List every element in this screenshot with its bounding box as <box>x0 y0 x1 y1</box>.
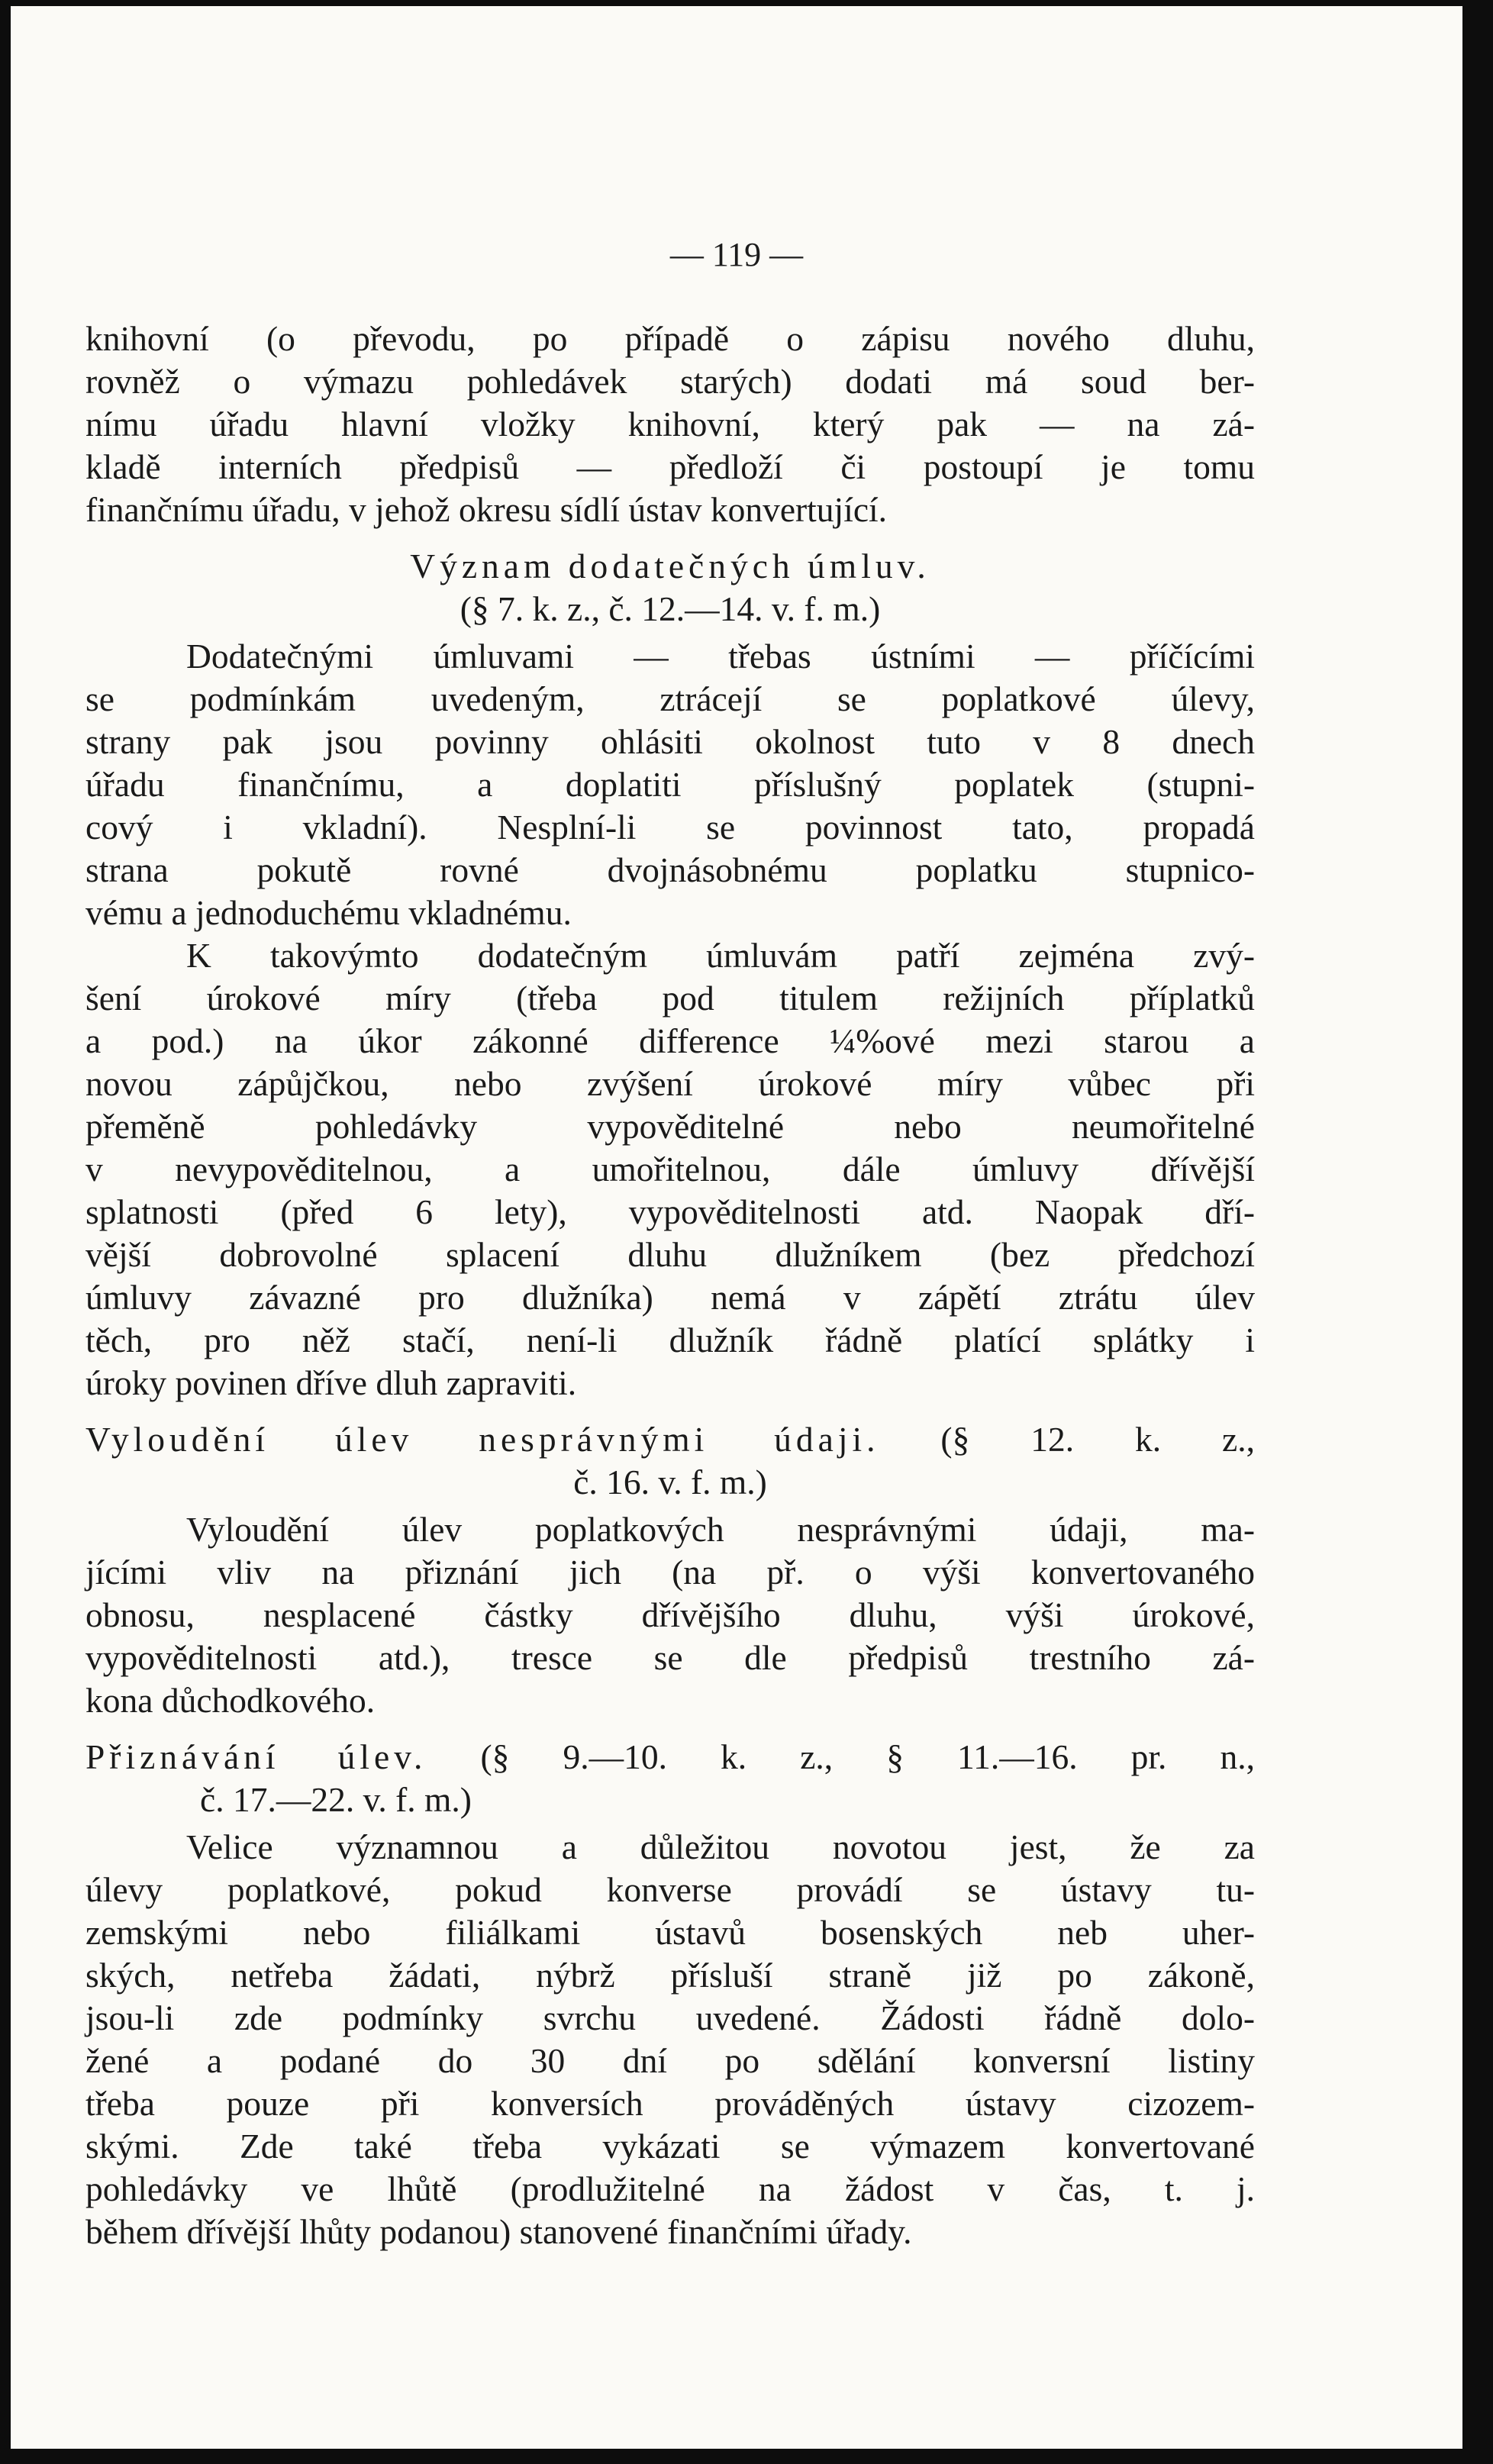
text-line: Vyloudění úlev poplatkových nesprávnými údaji, ma- <box>186 1510 1255 1549</box>
section-heading-reference-cont: č. 16. v. f. m.) <box>573 1463 767 1501</box>
section-heading-vyloudeni <box>85 1418 1255 1504</box>
text-line: vější dobrovolné splacení dluhu dlužníkem (bez předchozí <box>85 1235 1255 1274</box>
text-line: šení úrokové míry (třeba pod titulem režijních příplatků <box>85 979 1255 1018</box>
paragraph-priznavani <box>85 1826 1255 2253</box>
text-line: přeměně pohledávky vypověditelné nebo neumořitelné <box>85 1107 1255 1146</box>
section-heading-title: Význam dodatečných úmluv. <box>410 547 930 585</box>
text-line: těch, pro něž stačí, není-li dlužník řádně platící splátky i <box>85 1321 1255 1359</box>
text-line: kona důchodkového. <box>85 1681 376 1720</box>
text-line: jícími vliv na přiznání jich (na př. o výši konvertovaného <box>85 1553 1255 1592</box>
text-line: rovněž o výmazu pohledávek starých) dodati má soud ber- <box>85 362 1255 401</box>
text-line: se podmínkám uvedeným, ztrácejí se poplatkové úlevy, <box>85 679 1255 718</box>
text-line: žené a podané do 30 dní po sdělání konversní listiny <box>85 2041 1255 2080</box>
page-number: — 119 — <box>669 236 804 273</box>
text-line: ských, netřeba žádati, nýbrž přísluší straně již po zákoně, <box>85 1956 1255 1995</box>
text-line: úroky povinen dříve dluh zapraviti. <box>85 1363 577 1402</box>
text-line: skými. Zde také třeba vykázati se výmazem konvertované <box>85 2127 1255 2166</box>
text-line: úlevy poplatkové, pokud konverse provádí se ústavy tu- <box>85 1870 1255 1909</box>
text-line: finančnímu úřadu, v jehož okresu sídlí ústav konvertující. <box>85 490 888 529</box>
paragraph-continuation <box>85 318 1255 531</box>
text-line: K takovýmto dodatečným úmluvám patří zejména zvý- <box>186 936 1255 975</box>
section-heading-reference: (§ 7. k. z., č. 12.—14. v. f. m.) <box>460 589 881 628</box>
text-line: splatnosti (před 6 lety), vypověditelnosti atd. Naopak dří- <box>85 1192 1255 1231</box>
text-line: úmluvy závazné pro dlužníka) nemá v zápětí ztrátu úlev <box>85 1278 1255 1317</box>
text-line: během dřívější lhůty podanou) stanovené finančními úřady. <box>85 2212 912 2251</box>
text-line: nímu úřadu hlavní vložky knihovní, který pak — na zá- <box>85 405 1255 443</box>
section-heading-reference: (§ 12. k. z., <box>940 1420 1256 1459</box>
section-heading-reference: (§ 9.—10. k. z., § 11.—16. pr. n., <box>480 1737 1255 1776</box>
text-line: a pod.) na úkor zákonné difference ¼%ové mezi starou a <box>85 1021 1255 1060</box>
text-line: strany pak jsou povinny ohlásiti okolnost tuto v 8 dnech <box>85 722 1255 761</box>
section-heading-reference-cont: č. 17.—22. v. f. m.) <box>200 1780 472 1819</box>
paragraph-dodatecne-umluvy <box>85 635 1255 934</box>
text-line: strana pokutě rovné dvojnásobnému poplatku stupnico- <box>85 850 1255 889</box>
text-line: pohledávky ve lhůtě (prodlužitelné na žádost v čas, t. j. <box>85 2169 1255 2208</box>
section-heading-title: Vyloudění úlev nesprávnými údaji. <box>85 1420 880 1459</box>
text-line: vému a jednoduchému vkladnému. <box>85 893 572 932</box>
paragraph-takove-umluvy <box>85 934 1255 1405</box>
section-heading-line <box>85 1736 1255 1779</box>
text-line: úřadu finančnímu, a doplatiti příslušný poplatek (stupni- <box>85 765 1255 804</box>
document-page <box>11 6 1462 2449</box>
section-heading-title: Přiznávání úlev. <box>85 1737 427 1776</box>
text-line: zemskými nebo filiálkami ústavů bosenských neb uher- <box>85 1913 1255 1952</box>
section-heading-line <box>85 1418 1255 1461</box>
text-line: vypověditelnosti atd.), tresce se dle předpisů trestního zá- <box>85 1638 1255 1677</box>
paragraph-vyloudeni <box>85 1508 1255 1722</box>
section-heading-priznavani <box>85 1736 1255 1821</box>
text-line: novou zápůjčkou, nebo zvýšení úrokové míry vůbec při <box>85 1064 1255 1103</box>
text-line: třeba pouze při konversích prováděných ústavy cizozem- <box>85 2084 1255 2123</box>
text-line: Dodatečnými úmluvami — třebas ústními — příčícími <box>186 637 1255 676</box>
text-line: jsou-li zde podmínky svrchu uvedené. Žádosti řádně dolo- <box>85 1998 1255 2037</box>
text-line: Velice významnou a důležitou novotou jest, že za <box>186 1827 1255 1866</box>
text-line: cový i vkladní). Nesplní-li se povinnost tato, propadá <box>85 808 1255 847</box>
text-line: knihovní (o převodu, po případě o zápisu nového dluhu, <box>85 319 1255 358</box>
section-heading-vyznam <box>85 545 1255 631</box>
text-line: v nevypověditelnou, a umořitelnou, dále úmluvy dřívější <box>85 1150 1255 1188</box>
text-line: kladě interních předpisů — předloží či postoupí je tomu <box>85 447 1255 486</box>
text-line: obnosu, nesplacené částky dřívějšího dluhu, výši úrokové, <box>85 1595 1255 1634</box>
document-text <box>85 318 1255 2253</box>
